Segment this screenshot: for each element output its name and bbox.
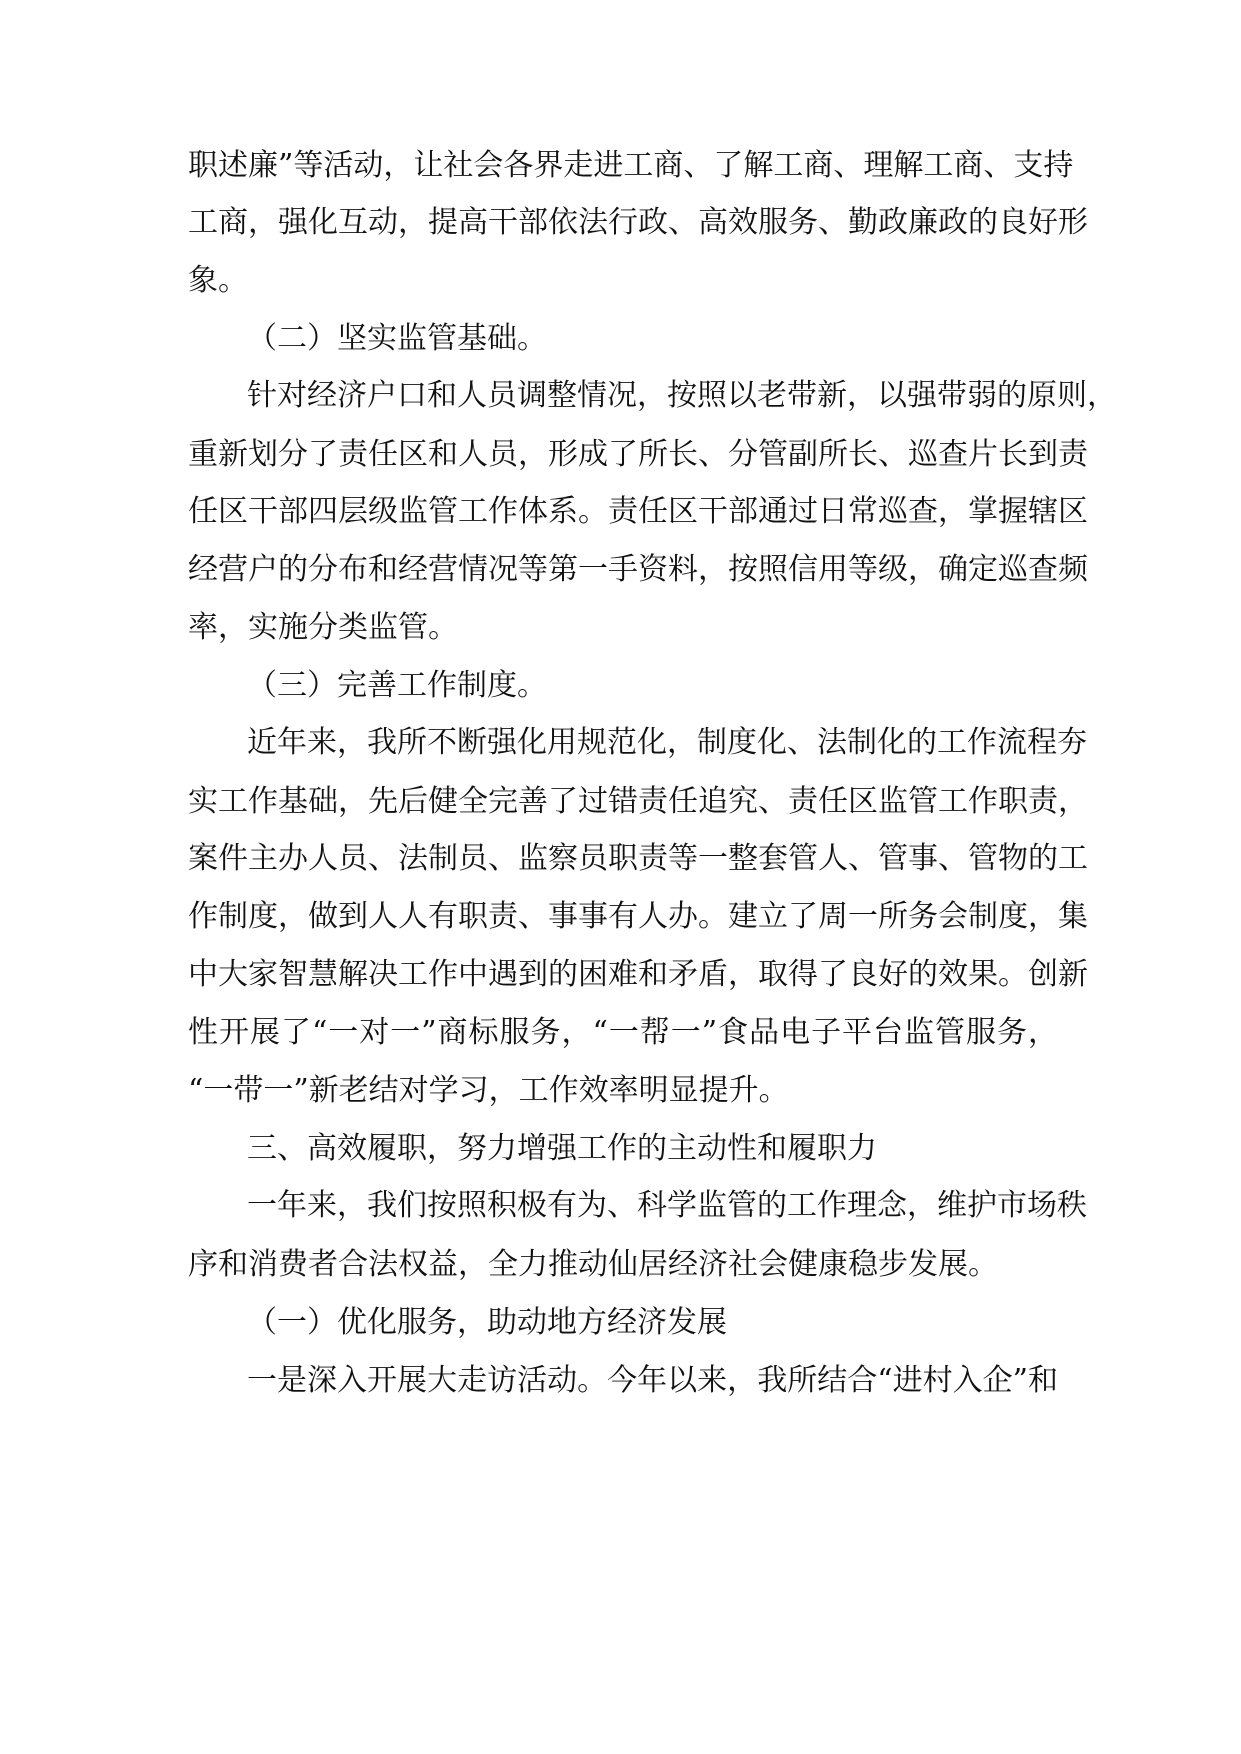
body-text-line: 针对经济户口和人员调整情况，按照以老带新，以强带弱的原则， <box>247 378 1117 413</box>
section-heading: （一）优化服务，助动地方经济发展 <box>247 1305 727 1340</box>
body-text-line: 经营户的分布和经营情况等第一手资料，按照信用等级，确定巡查频 <box>188 552 1088 587</box>
body-text-line: 工商，强化互动，提高干部依法行政、高效服务、勤政廉政的良好形 <box>188 205 1088 240</box>
section-heading: 三、高效履职，努力增强工作的主动性和履职力 <box>247 1131 877 1166</box>
body-text-line: 职述廉”等活动，让社会各界走进工商、了解工商、理解工商、支持 <box>188 148 1074 183</box>
body-text-line: 近年来，我所不断强化用规范化，制度化、法制化的工作流程夯 <box>247 725 1087 760</box>
body-text-line: 性开展了“一对一”商标服务，“一帮一”食品电子平台监管服务， <box>188 1015 1058 1050</box>
body-text-line: 任区干部四层级监管工作体系。责任区干部通过日常巡查，掌握辖区 <box>188 494 1088 529</box>
body-text-line: 实工作基础，先后健全完善了过错责任追究、责任区监管工作职责， <box>188 784 1088 819</box>
body-text-line: 案件主办人员、法制员、监察员职责等一整套管人、管事、管物的工 <box>188 841 1088 876</box>
section-heading: （二）坚实监管基础。 <box>247 321 547 356</box>
body-text-line: 率，实施分类监管。 <box>188 610 458 645</box>
body-text-line: 一年来，我们按照积极有为、科学监管的工作理念，维护市场秩 <box>247 1188 1087 1223</box>
body-text-line: 中大家智慧解决工作中遇到的困难和矛盾，取得了良好的效果。创新 <box>188 957 1088 992</box>
body-text-line: “一带一”新老结对学习，工作效率明显提升。 <box>188 1073 789 1108</box>
body-text-line: 一是深入开展大走访活动。今年以来，我所结合“进村入企”和 <box>247 1363 1058 1398</box>
body-text-line: 作制度，做到人人有职责、事事有人办。建立了周一所务会制度，集 <box>188 899 1088 934</box>
body-text-line: 重新划分了责任区和人员，形成了所长、分管副所长、巡查片长到责 <box>188 437 1088 472</box>
section-heading: （三）完善工作制度。 <box>247 668 547 703</box>
body-text-line: 象。 <box>188 263 248 298</box>
body-text-line: 序和消费者合法权益，全力推动仙居经济社会健康稳步发展。 <box>188 1247 998 1282</box>
